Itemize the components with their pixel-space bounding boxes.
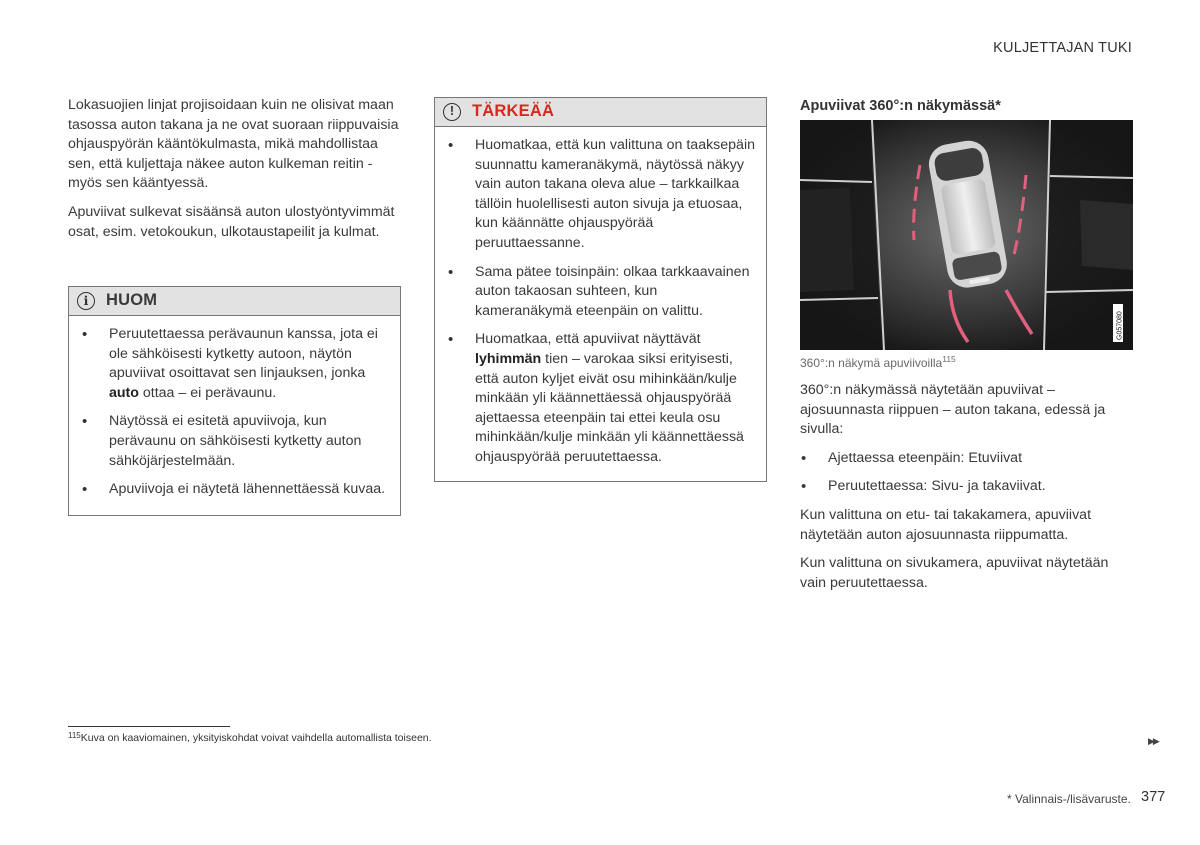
header-section-title: KULJETTAJAN TUKI bbox=[993, 40, 1132, 56]
exclamation-icon: ! bbox=[443, 103, 461, 121]
footnote-number: 115 bbox=[68, 731, 81, 740]
page-number: 377 bbox=[1141, 789, 1166, 805]
note-list bbox=[69, 316, 400, 517]
list-item: • Peruutettaessa perävaunun kanssa, jota ei ole sähköisesti kytketty autoon, näytön apuviivat osoittavat sen linjauksen, jonka auto ottaa – ei perävaunu. bbox=[69, 325, 390, 403]
list-item: • Apuviivoja ei näytetä lähennettäessä kuvaa. bbox=[69, 480, 390, 500]
bullet-list bbox=[800, 449, 1134, 497]
paragraph: 360°:n näkymässä näytetään apuviivat – ajosuunnasta riippuen – auton takana, edessä ja sivulla: bbox=[800, 382, 1106, 438]
note-box-title: HUOM bbox=[106, 291, 158, 310]
camera-illustration bbox=[800, 120, 1133, 350]
footnote: $^{115}$Kuva on kaaviomainen, yksityiskohdat voivat vaihdella automallista toiseen. bbox=[68, 731, 432, 744]
list-item: • Ajettaessa eteenpäin: Etuviivat bbox=[800, 449, 1134, 469]
continue-arrows-icon: ▶▶ bbox=[1148, 736, 1158, 746]
important-list bbox=[435, 127, 766, 485]
list-item: • Peruutettaessa: Sivu- ja takaviivat. bbox=[800, 477, 1134, 497]
footnote-reference[interactable]: 115 bbox=[942, 354, 956, 364]
footnote-divider bbox=[68, 726, 230, 727]
important-box bbox=[434, 97, 767, 482]
list-item: • Huomatkaa, että kun valittuna on taaksepäin suunnattu kameranäkymä, näytössä näkyy vain auton takana oleva alue – tarkkailkaa tällöin huolellisesti auton sivuja ja etuosaa, kun käännätte ohjauspyörää peruuttaessanne. bbox=[435, 136, 756, 254]
image-code-label: G057080 bbox=[1116, 311, 1124, 340]
important-box-header bbox=[435, 98, 766, 127]
note-box-header bbox=[69, 287, 400, 316]
paragraph: Lokasuojien linjat projisoidaan kuin ne olisivat maan tasossa auton takana ja ne ovat suoraan riippuvaisia ohjauspyörän kääntökulmasta, mikä mahdollistaa sen, että kuljettaja näkee auton kulkeman reitin - myös sen kääntyessä. bbox=[68, 97, 399, 192]
important-box-title: TÄRKEÄÄ bbox=[472, 102, 555, 121]
info-icon: i bbox=[77, 292, 95, 310]
paragraph: Apuviivat sulkevat sisäänsä auton ulostyöntyvimmät osat, esim. vetokoukun, ulkotaustapeilit ja kulmat. bbox=[68, 203, 395, 240]
list-item: • Näytössä ei esitetä apuviivoja, kun perävaunu on sähköisesti kytketty auton sähköjärjestelmään. bbox=[69, 412, 390, 471]
section-heading: Apuviivat 360°:n näkymässä* bbox=[800, 98, 1001, 114]
paragraph: Kun valittuna on etu- tai takakamera, apuviivat näytetään auton ajosuunnasta riippumatta. bbox=[800, 506, 1092, 543]
note-box bbox=[68, 286, 401, 516]
section-body bbox=[800, 381, 1134, 602]
list-item: • Sama pätee toisinpäin: olkaa tarkkaavainen auton takaosan suhteen, kun kameranäkymä eteenpäin on valittu. bbox=[435, 263, 756, 322]
paragraph: Kun valittuna on sivukamera, apuviivat näytetään vain peruutettaessa. bbox=[800, 555, 1109, 591]
list-item: • Huomatkaa, että apuviivat näyttävät lyhimmän tien – varokaa siksi erityisesti, että auton kyljet eivät osu mihinkään/kulje minkään yli käännettäessä ohjauspyörää ajettaessa eteenpäin tai ettei keula osu mihinkään/kulje minkään yli käännettäessä ohjauspyörää peruutettaessa. bbox=[435, 330, 756, 467]
camera-360-view-image bbox=[800, 120, 1133, 350]
intro-text bbox=[68, 96, 402, 251]
image-caption: 360°:n näkymä apuviivoilla$^{115}$ bbox=[800, 354, 956, 370]
optional-equipment-note: * Valinnais-/lisävaruste. bbox=[1007, 792, 1131, 806]
